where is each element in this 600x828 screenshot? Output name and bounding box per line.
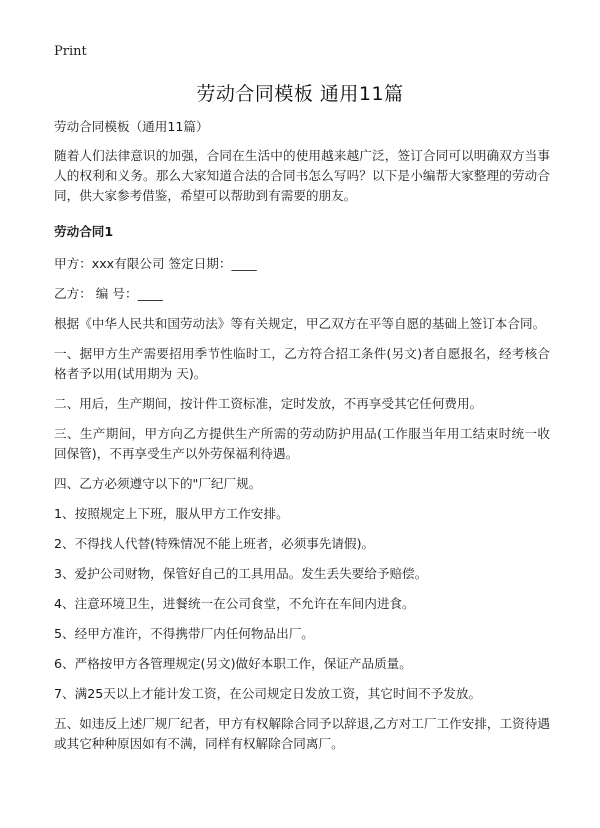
clause-paragraph: 5、经甲方准许，不得携带厂内任何物品出厂。 [54,626,314,641]
clause-paragraph: 6、严格按甲方各管理规定(另文)做好本职工作，保证产品质量。 [54,656,412,671]
clause-paragraph: 五、如违反上述厂规厂纪者，甲方有权解除合同予以辞退,乙方对工厂工作安排，工资待遇或其它种种原因如有不满，同样有权解除合同离厂。 [54,716,550,751]
clause-paragraph: 4、注意环境卫生，进餐统一在公司食堂，不允许在车间内进食。 [54,596,415,611]
basis-paragraph: 根据《中华人民共和国劳动法》等有关规定，甲乙双方在平等自愿的基础上签订本合同。 [54,316,546,331]
clause-paragraph: 7、满25天以上才能计发工资，在公司规定日发放工资，其它时间不予发放。 [54,686,482,701]
clause-paragraph: 2、不得找人代替(特殊情况不能上班者，必须事先请假)。 [54,536,375,551]
document-body [54,117,550,764]
document-title: 劳动合同模板 通用11篇 [196,83,404,105]
party-a-line: 甲方：xxx有限公司 签定日期：____ [54,256,257,271]
clause-paragraph: 三、生产期间，甲方向乙方提供生产所需的劳动防护用品(工作服当年用工结束时统一收回保管)，不再享受生产以外劳保福利待遇。 [54,426,550,461]
clause-paragraph: 3、爱护公司财物，保管好自己的工具用品。发生丢失要给予赔偿。 [54,566,428,581]
section-heading: 劳动合同1 [54,224,114,239]
intro-paragraph: 随着人们法律意识的加强，合同在生活中的使用越来越广泛，签订合同可以明确双方当事人的权利和义务。那么大家知道合法的合同书怎么写吗？以下是小编帮大家整理的劳动合同，供大家参考借鉴，希望可以帮助到有需要的朋友。 [54,148,550,203]
clause-paragraph: 1、按照规定上下班，服从甲方工作安排。 [54,506,289,521]
print-label[interactable]: Print [54,44,87,59]
clause-paragraph: 一、据甲方生产需要招用季节性临时工，乙方符合招工条件(另文)者自愿报名，经考核合格者予以用(试用期为 天)。 [54,346,550,381]
clause-paragraph: 四、乙方必须遵守以下的"厂纪厂规。 [54,476,262,491]
clause-paragraph: 二、用后，生产期间，按计件工资标准，定时发放，不再享受其它任何费用。 [54,396,483,411]
document-subtitle: 劳动合同模板（通用11篇） [54,119,209,134]
party-b-line: 乙方： 编 号：____ [54,286,163,301]
